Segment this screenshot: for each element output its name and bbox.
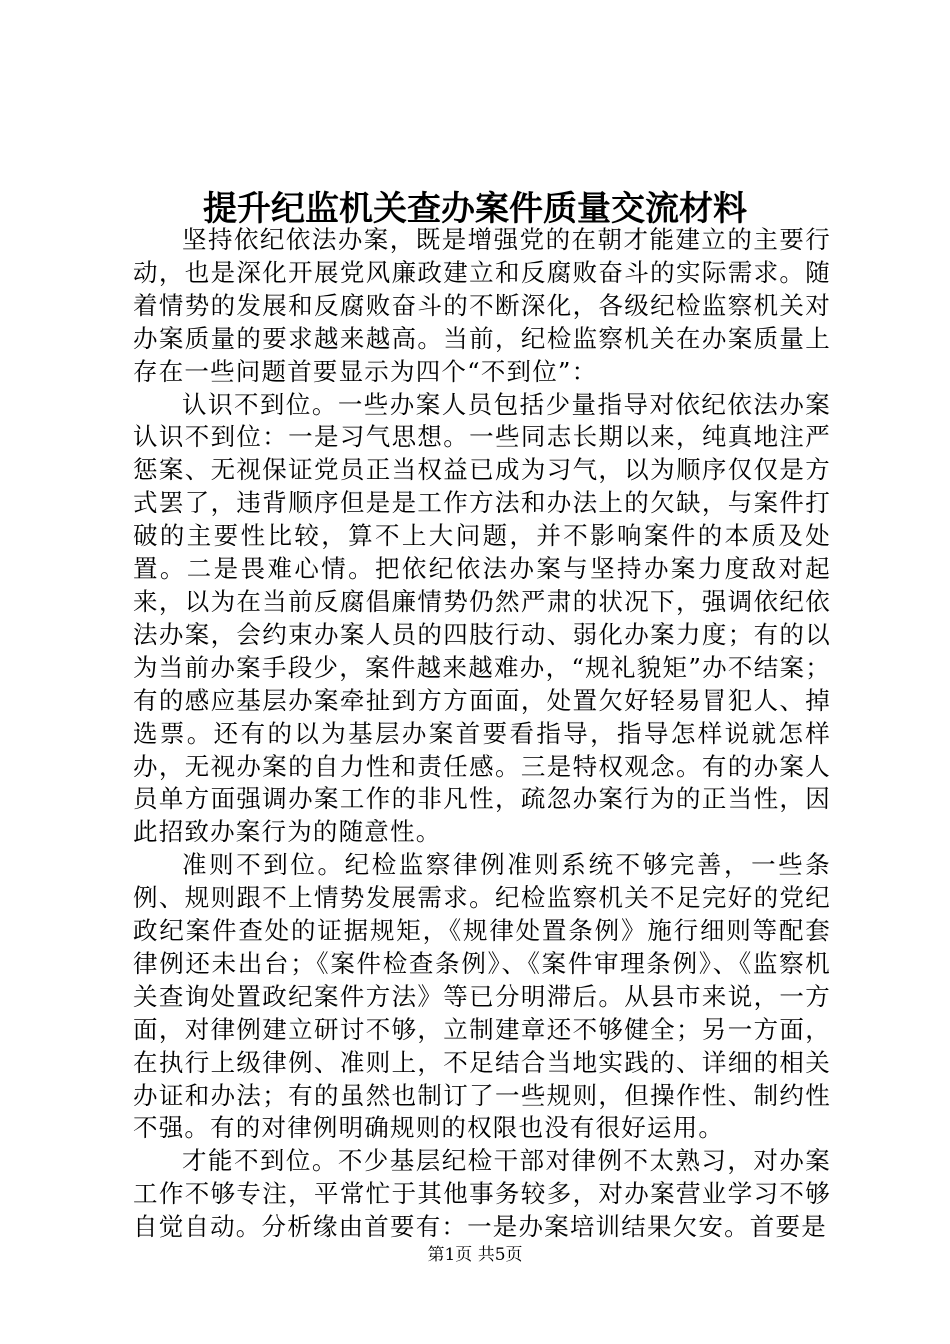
paragraph-3: 准则不到位。纪检监察律例准则系统不够完善，一些条例、规则跟不上情势发展需求。纪检监察机关不足完好的党纪政纪案件查处的证据规矩，《规律处置条例》施行细则等配套律例还未出台；《案件检查条例》、《案件审理条例》、《监察机关查询处置政纪案件方法》等已分明滞后。从县市来说，一方面，对律例建立研讨不够，立制建章还不够健全；另一方面，在执行上级律例、准则上，不足结合当地实践的、详细的相关办证和办法；有的虽然也制订了一些规则，但操作性、制约性不强。有的对律例明确规则的权限也没有很好运用。: [133, 850, 831, 1143]
paragraph-4: 才能不到位。不少基层纪检干部对律例不太熟习，对办案工作不够专注，平常忙于其他事务较多，对办案营业学习不够自觉自动。分析缘由首要有：一是办案培训结果欠安。首要是: [133, 1146, 831, 1242]
page-number-footer: 第1页 共5页: [427, 1245, 523, 1265]
document-title: 提升纪监机关查办案件质量交流材料: [203, 189, 747, 229]
document-body: [133, 224, 831, 1244]
paragraph-2: 认识不到位。一些办案人员包括少量指导对依纪依法办案认识不到位：一是习气思想。一些同志长期以来，纯真地注严惩案、无视保证党员正当权益已成为习气，以为顺序仅仅是方式罢了，违背顺序但是是工作方法和办法上的欠缺，与案件打破的主要性比较，算不上大问题，并不影响案件的本质及处置。二是畏难心情。把依纪依法办案与坚持办案力度敌对起来，以为在当前反腐倡廉情势仍然严肃的状况下，强调依纪依法办案，会约束办案人员的四肢行动、弱化办案力度；有的以为当前办案手段少，案件越来越难办，“规礼貌矩”办不结案；有的感应基层办案牵扯到方方面面，处置欠好轻易冒犯人、掉选票。还有的以为基层办案首要看指导，指导怎样说就怎样办，无视办案的自力性和责任感。三是特权观念。有的办案人员单方面强调办案工作的非凡性，疏忽办案行为的正当性，因此招致办案行为的随意性。: [133, 389, 831, 847]
paragraph-1: 坚持依纪依法办案，既是增强党的在朝才能建立的主要行动，也是深化开展党风廉政建立和反腐败奋斗的实际需求。随着情势的发展和反腐败奋斗的不断深化，各级纪检监察机关对办案质量的要求越来越高。当前，纪检监察机关在办案质量上存在一些问题首要显示为四个“不到位”：: [133, 225, 831, 386]
